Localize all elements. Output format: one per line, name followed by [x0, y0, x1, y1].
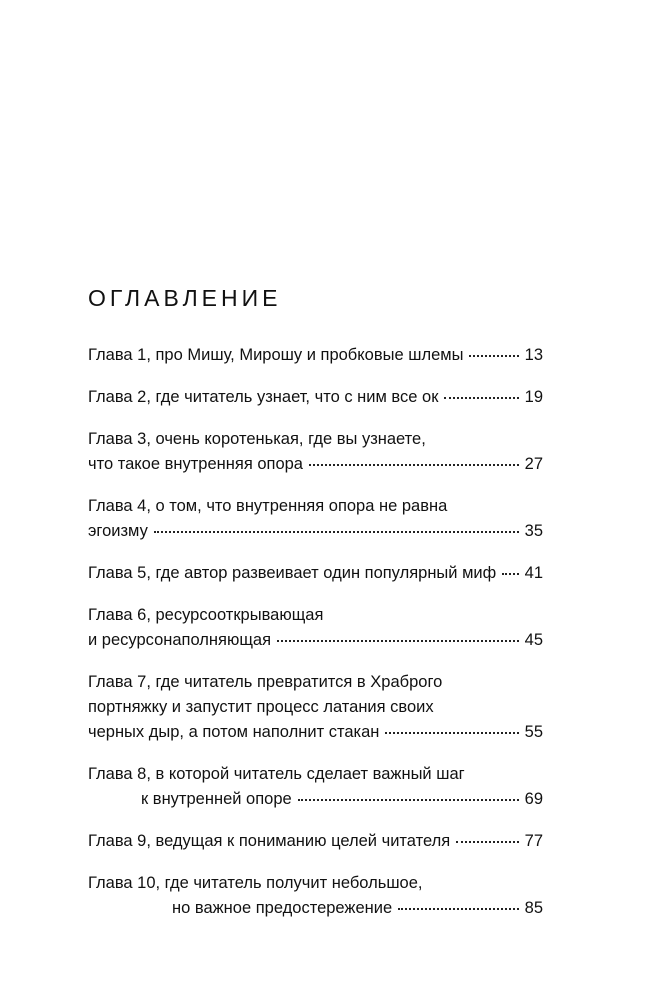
- toc-entry[interactable]: [88, 871, 543, 921]
- toc-entry-title: но важное предостережение: [172, 899, 393, 917]
- toc-page-number: 85: [524, 899, 543, 917]
- toc-entry-line: [88, 829, 543, 854]
- toc-entry-title: Глава 6, ресурсооткрывающая: [88, 606, 324, 624]
- dot-leader: [309, 464, 519, 466]
- toc-entry-title: Глава 8, в которой читатель сделает важный шаг: [88, 765, 465, 783]
- toc-entry-line: [88, 871, 543, 896]
- toc-page-number: 27: [524, 455, 543, 473]
- toc-page-number: 45: [524, 631, 543, 649]
- dot-leader: [444, 397, 518, 399]
- toc-entry-title: Глава 5, где автор развеивает один популярный миф: [88, 564, 497, 582]
- dot-leader: [298, 799, 519, 801]
- toc-entry-title: Глава 1, про Мишу, Мирошу и пробковые шлемы: [88, 346, 464, 364]
- toc-entry-line: [88, 720, 543, 745]
- toc-entry[interactable]: [88, 603, 543, 653]
- toc-entry-line: [88, 762, 543, 787]
- toc-entry-title: Глава 10, где читатель получит небольшое,: [88, 874, 423, 892]
- toc-entry-title: Глава 3, очень коротенькая, где вы узнаете,: [88, 430, 426, 448]
- toc-title: ОГЛАВЛЕНИЕ: [88, 285, 282, 311]
- dot-leader: [385, 732, 518, 734]
- toc-entry-line: [88, 494, 543, 519]
- toc-entry[interactable]: [88, 427, 543, 477]
- toc-entry-title: что такое внутренняя опора: [88, 455, 303, 473]
- toc-entry-line: [88, 343, 543, 368]
- toc-page-number: 77: [524, 832, 543, 850]
- toc-entry-line: [88, 670, 543, 695]
- toc-entry-title: эгоизму: [88, 522, 148, 540]
- toc-page-number: 41: [524, 564, 543, 582]
- toc-entry[interactable]: [88, 670, 543, 745]
- toc-page-number: 55: [524, 723, 543, 741]
- toc-entry-line: [88, 519, 543, 544]
- toc-entry-title: Глава 4, о том, что внутренняя опора не равна: [88, 497, 448, 515]
- toc-entry[interactable]: [88, 561, 543, 586]
- toc-entry-line: [88, 787, 543, 812]
- toc-page-number: 13: [524, 346, 543, 364]
- toc-entry-line: [88, 427, 543, 452]
- dot-leader: [154, 531, 519, 533]
- toc-entry-line: [88, 628, 543, 653]
- toc-entry[interactable]: [88, 829, 543, 854]
- toc-entry-title: и ресурсонаполняющая: [88, 631, 272, 649]
- toc-entry-line: [88, 695, 543, 720]
- toc-entry-line: [88, 603, 543, 628]
- toc-entry[interactable]: [88, 385, 543, 410]
- toc-list: [88, 343, 543, 938]
- toc-entry-title: Глава 9, ведущая к пониманию целей читателя: [88, 832, 451, 850]
- toc-page-number: 35: [524, 522, 543, 540]
- toc-entry-title: Глава 2, где читатель узнает, что с ним все ок: [88, 388, 439, 406]
- toc-page-number: 19: [524, 388, 543, 406]
- toc-entry-line: [88, 561, 543, 586]
- toc-entry-title: Глава 7, где читатель превратится в Храброго: [88, 673, 443, 691]
- toc-entry[interactable]: [88, 762, 543, 812]
- toc-entry-title: к внутренней опоре: [141, 790, 292, 808]
- toc-entry[interactable]: [88, 494, 543, 544]
- dot-leader: [469, 355, 518, 357]
- dot-leader: [456, 841, 518, 843]
- toc-entry-title: черных дыр, а потом наполнит стакан: [88, 723, 380, 741]
- toc-page-number: 69: [524, 790, 543, 808]
- dot-leader: [398, 908, 519, 910]
- toc-entry[interactable]: [88, 343, 543, 368]
- toc-entry-line: [88, 385, 543, 410]
- toc-entry-line: [88, 452, 543, 477]
- toc-entry-line: [88, 896, 543, 921]
- dot-leader: [502, 573, 518, 575]
- dot-leader: [277, 640, 519, 642]
- toc-entry-title: портняжку и запустит процесс латания своих: [88, 698, 434, 716]
